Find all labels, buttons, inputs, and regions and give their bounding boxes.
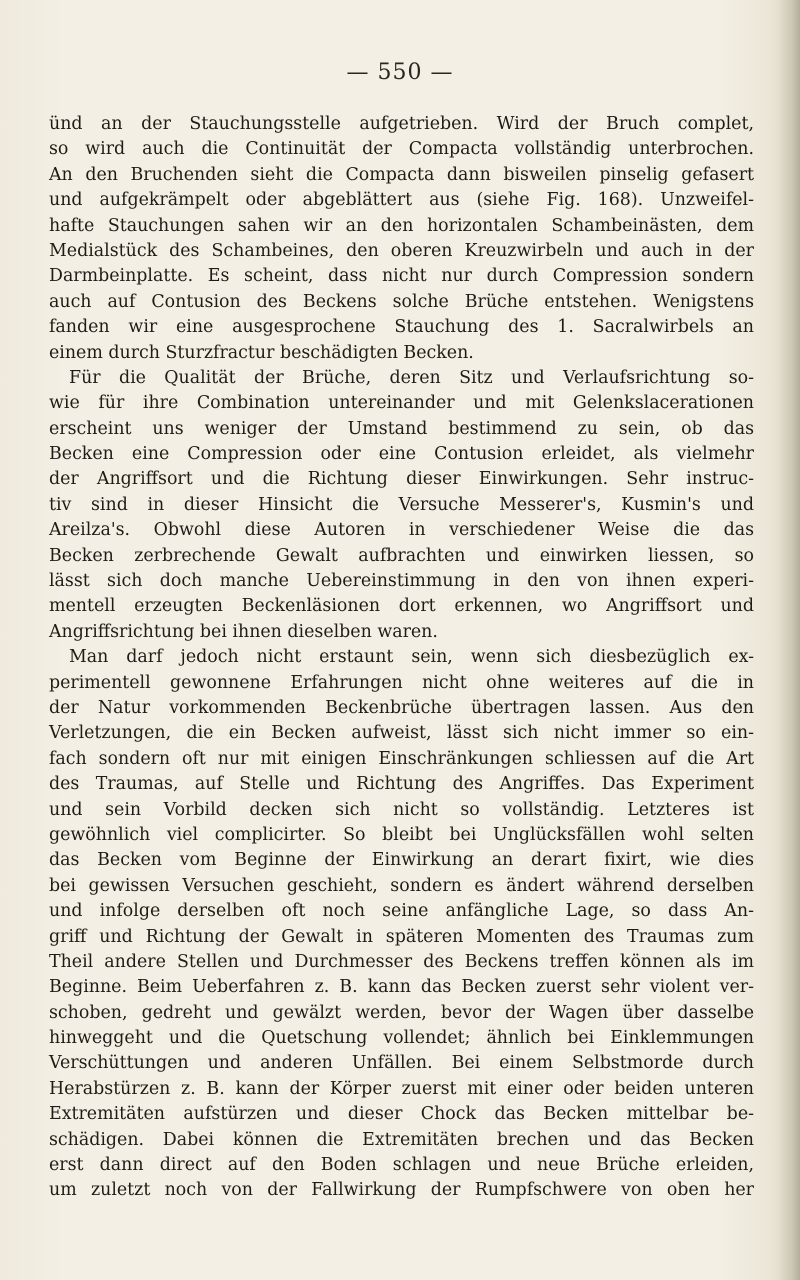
text-line: der Angriffsort und die Richtung dieser Einwirkungen. Sehr instruc- [49,469,754,490]
text-line: Darmbeinplatte. Es scheint, dass nicht nur durch Compression sondern [49,266,754,287]
page-number: — 550 — [346,60,454,85]
text-line: und infolge derselben oft noch seine anfängliche Lage, so dass An- [49,901,754,922]
text-line: ünd an der Stauchungsstelle aufgetrieben. Wird der Bruch complet, [49,114,754,134]
text-line: Verletzungen, die ein Becken aufweist, lässt sich nicht immer so ein- [49,723,754,744]
text-line: Herabstürzen z. B. kann der Körper zuerst mit einer oder beiden unteren [49,1078,754,1099]
text-line: wie für ihre Combination untereinander und mit Gelenkslacerationen [49,393,754,414]
text-line: der Natur vorkommenden Beckenbrüche übertragen lassen. Aus den [49,697,754,718]
text-line: auch auf Contusion des Beckens solche Brüche entstehen. Wenigstens [49,291,754,312]
text-line: perimentell gewonnene Erfahrungen nicht ohne weiteres auf die in [49,672,754,693]
text-line: Verschüttungen und anderen Unfällen. Bei einem Selbstmorde durch [49,1053,754,1074]
text-line: Beginne. Beim Ueberfahren z. B. kann das Becken zuerst sehr violent ver- [49,977,754,998]
text-line: das Becken vom Beginne der Einwirkung an derart fixirt, wie dies [49,850,754,871]
text-line: Für die Qualität der Brüche, deren Sitz und Verlaufsrichtung so- [69,367,754,388]
text-line: des Traumas, auf Stelle und Richtung des Angriffes. Das Experiment [49,774,754,795]
text-line: fach sondern oft nur mit einigen Einschränkungen schliessen auf die Art [49,748,754,769]
text-line: gewöhnlich viel complicirter. So bleibt bei Unglücksfällen wohl selten [49,824,754,845]
text-line: Angriffsrichtung bei ihnen dieselben waren. [49,621,438,642]
text-line: hinweggeht und die Quetschung vollendet; ähnlich bei Einklemmungen [49,1028,754,1049]
text-line: Extremitäten aufstürzen und dieser Chock das Becken mittelbar be- [49,1104,754,1125]
text-line: lässt sich doch manche Uebereinstimmung in den von ihnen experi- [49,571,754,592]
text-line: griff und Richtung der Gewalt in späteren Momenten des Traumas zum [49,926,754,947]
text-line: einem durch Sturzfractur beschädigten Becken. [49,342,474,363]
text-line: Theil andere Stellen und Durchmesser des Beckens treffen können als im [49,951,754,972]
text-line: Becken zerbrechende Gewalt aufbrachten und einwirken liessen, so [49,545,754,566]
text-line: so wird auch die Continuität der Compacta vollständig unterbrochen. [49,139,754,160]
text-line: fanden wir eine ausgesprochene Stauchung des 1. Sacralwirbels an [49,317,754,338]
text-line: An den Bruchenden sieht die Compacta dann bisweilen pinselig gefasert [49,164,754,185]
text-line: Becken eine Compression oder eine Contusion erleidet, als vielmehr [49,444,754,465]
text-line: und aufgekrämpelt oder abgeblättert aus (siehe Fig. 168). Unzweifel- [49,190,754,211]
text-line: um zuletzt noch von der Fallwirkung der Rumpfschwere von oben her [49,1180,754,1201]
text-line: erscheint uns weniger der Umstand bestimmend zu sein, ob das [49,418,754,439]
text-line: tiv sind in dieser Hinsicht die Versuche Messerer's, Kusmin's und [49,494,754,515]
text-line: Areilza's. Obwohl diese Autoren in verschiedener Weise die das [49,520,754,541]
text-line: und sein Vorbild decken sich nicht so vollständig. Letzteres ist [49,799,754,820]
text-line: hafte Stauchungen sahen wir an den horizontalen Schambeinästen, dem [49,215,754,236]
text-line: mentell erzeugten Beckenläsionen dort erkennen, wo Angriffsort und [49,596,754,617]
page-edge-shadow [778,0,800,1280]
text-line: bei gewissen Versuchen geschieht, sondern es ändert während derselben [49,875,754,896]
text-line: Man darf jedoch nicht erstaunt sein, wenn sich diesbezüglich ex- [69,647,754,668]
text-line: erst dann direct auf den Boden schlagen und neue Brüche erleiden, [49,1155,754,1176]
body-text [49,112,754,1204]
text-line: schädigen. Dabei können die Extremitäten brechen und das Becken [49,1129,754,1150]
text-line: Medialstück des Schambeines, den oberen Kreuzwirbeln und auch in der [49,240,754,261]
text-line: schoben, gedreht und gewälzt werden, bevor der Wagen über dasselbe [49,1002,754,1023]
